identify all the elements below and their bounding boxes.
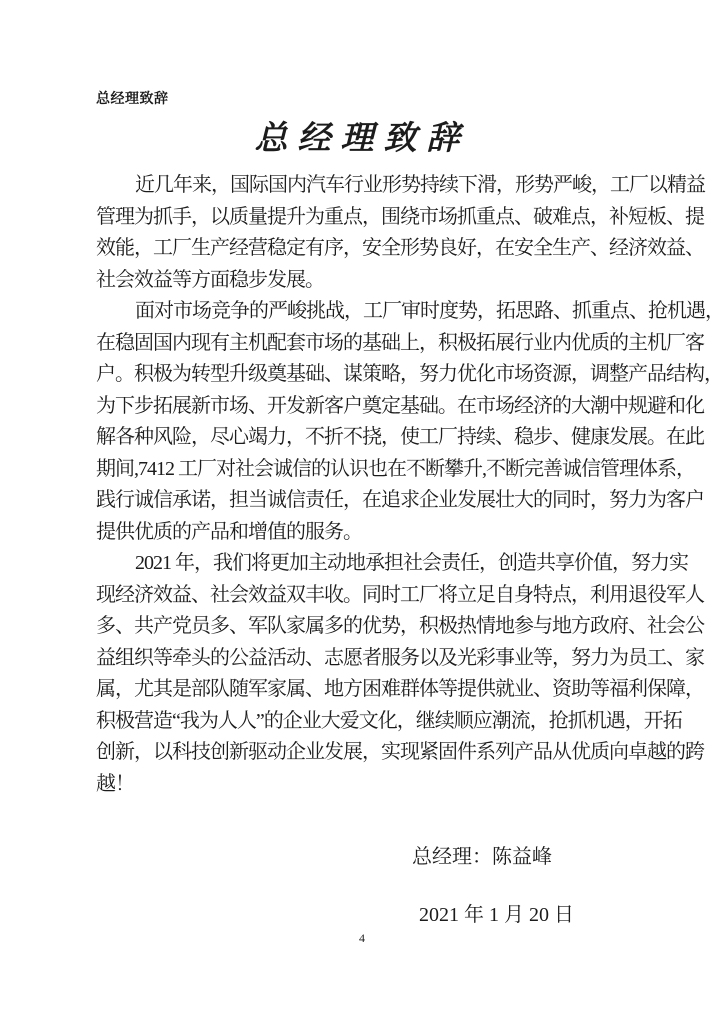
body-line: 积极营造“我为人人”的企业大爱文化，继续顺应潮流，抢抓机遇，开拓 [96, 709, 682, 732]
body-line: 为下步拓展新市场、开发新客户奠定基础。在市场经济的大潮中规避和化 [96, 394, 704, 417]
body-line: 越！ [96, 772, 134, 795]
body-line: 多、共产党员多、军队家属多的优势，积极热情地参与地方政府、社会公 [96, 615, 704, 637]
body-line: 创新，以科技创新驱动企业发展，实现紧固件系列产品从优质向卓越的跨 [96, 741, 704, 763]
body-line: 现经济效益、社会效益双丰收。同时工厂将立足自身特点，利用退役军人 [96, 583, 704, 606]
running-header: 总经理致辞 [96, 90, 169, 106]
body-line: 2021 年，我们将更加主动地承担社会责任，创造共享价值，努力实 [135, 552, 688, 574]
page-title: 总经理致辞 [254, 121, 470, 157]
body-line: 践行诚信承诺，担当诚信责任，在追求企业发展壮大的同时，努力为客户 [96, 489, 704, 511]
body-line: 期间,7412 工厂对社会诚信的认识也在不断攀升,不断完善诚信管理体系， [96, 457, 695, 480]
body-line: 管理为抓手，以质量提升为重点，围绕市场抓重点、破难点，补短板、提 [96, 205, 704, 228]
body-line: 近几年来，国际国内汽车行业形势持续下滑，形势严峻，工厂以精益 [135, 174, 705, 196]
body-line: 户。积极为转型升级奠基础、谋策略，努力优化市场资源，调整产品结构， [96, 363, 723, 385]
signature-line: 总经理：陈益峰 [412, 846, 552, 868]
body-line: 效能，工厂生产经营稳定有序，安全形势良好，在安全生产、经济效益、 [96, 237, 704, 259]
body-line: 提供优质的产品和增值的服务。 [96, 520, 362, 543]
date-line: 2021 年 1 月 20 日 [419, 904, 574, 926]
document-body [96, 170, 724, 800]
body-line: 解各种风险，尽心竭力，不折不挠，使工厂持续、稳步、健康发展。在此 [96, 426, 704, 448]
body-line: 在稳固国内现有主机配套市场的基础上，积极拓展行业内优质的主机厂客 [96, 331, 704, 354]
body-line: 社会效益等方面稳步发展。 [96, 268, 324, 291]
body-line: 属，尤其是部队随军家属、地方困难群体等提供就业、资助等福利保障， [96, 678, 704, 700]
body-line: 益组织等牵头的公益活动、志愿者服务以及光彩事业等，努力为员工、家 [96, 646, 704, 669]
page-number: 4 [359, 931, 365, 945]
body-line: 面对市场竞争的严峻挑战，工厂审时度势，拓思路、抓重点、抢机遇， [135, 300, 724, 322]
